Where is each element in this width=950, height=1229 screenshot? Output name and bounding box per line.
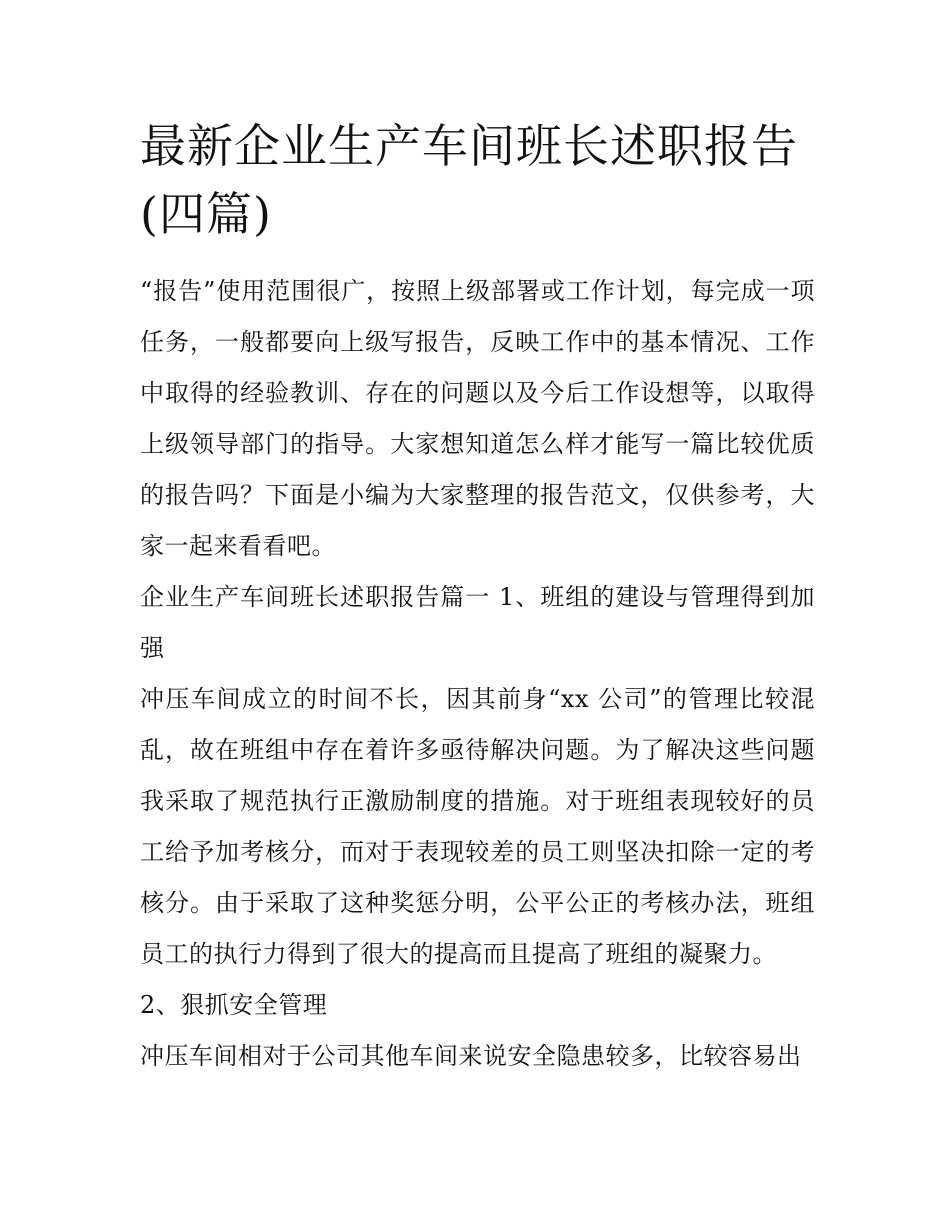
document-body — [140, 112, 815, 1082]
subheading-paragraph: 2、狠抓安全管理 — [140, 991, 328, 1019]
body-paragraph-continued: 冲压车间相对于公司其他车间来说安全隐患较多，比较容易出 — [140, 1042, 802, 1070]
document-title: 最新企业生产车间班长述职报告(四篇) — [140, 119, 798, 241]
body-paragraph: 冲压车间成立的时间不长，因其前身“xx 公司”的管理比较混乱，故在班组中存在着许多亟待解决问题。为了解决这些问题我采取了规范执行正激励制度的措施。对于班组表现较好的员工给予加考核分，而对于表现较差的员工则坚决扣除一定的考核分。由于采取了这种奖惩分明，公平公正的考核办法，班组员工的执行力得到了很大的提高而且提高了班组的凝聚力。 — [140, 685, 815, 968]
section-heading-paragraph: 企业生产车间班长述职报告篇一 1、班组的建设与管理得到加强 — [140, 583, 815, 662]
intro-paragraph: “报告”使用范围很广，按照上级部署或工作计划，每完成一项任务，一般都要向上级写报告，反映工作中的基本情况、工作中取得的经验教训、存在的问题以及今后工作设想等，以取得上级领导部门的指导。大家想知道怎么样才能写一篇比较优质的报告吗？下面是小编为大家整理的报告范文，仅供参考，大家一起来看看吧。 — [140, 277, 815, 560]
